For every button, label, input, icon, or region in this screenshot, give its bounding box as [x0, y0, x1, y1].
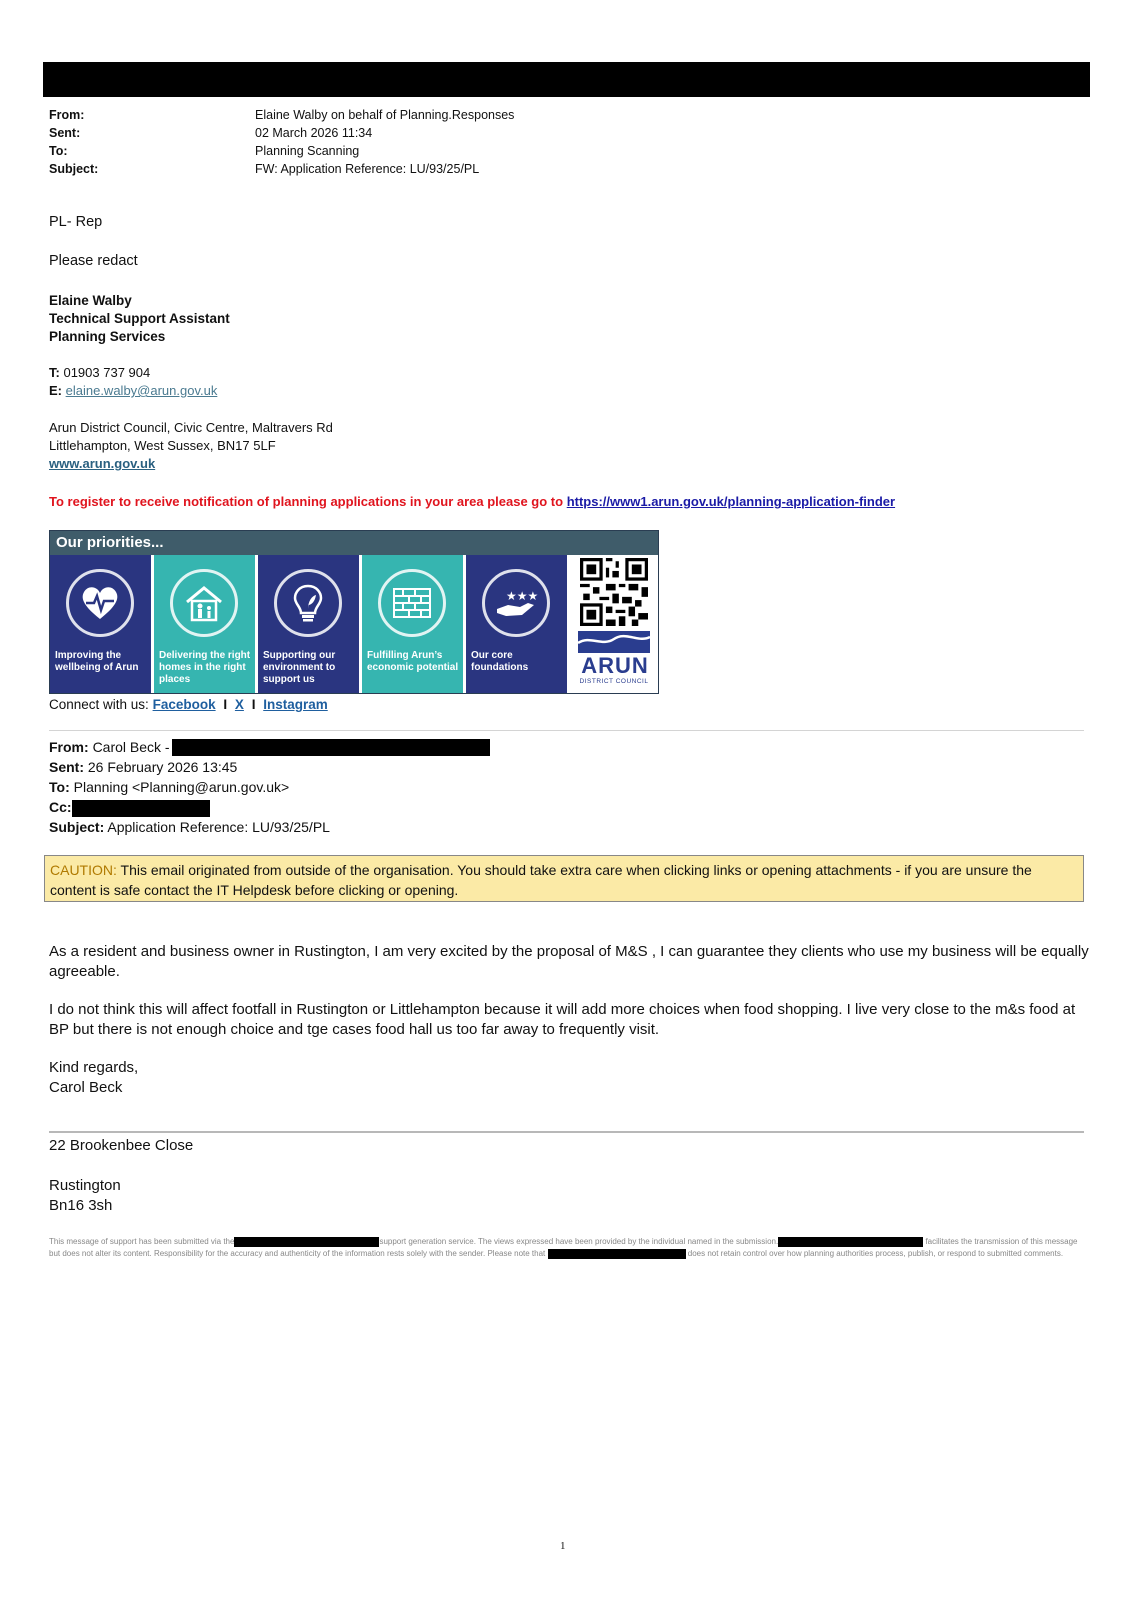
signature-email-row: [49, 383, 217, 398]
message-paragraph-2: I do not think this will affect footfall in Rustington or Littlehampton because it will add more choices when food shopping. I live very close to the m&s food at BP but there is not enough choice and tge cases food hall us too far away to frequently visit.: [49, 1001, 1076, 1038]
heart-icon: [66, 569, 134, 637]
instagram-link[interactable]: Instagram: [263, 697, 328, 712]
register-notice: [49, 494, 895, 509]
header-redaction-bar: [43, 62, 1090, 97]
subject-value: FW: Application Reference: LU/93/25/PL: [255, 162, 480, 176]
x-link[interactable]: X: [234, 697, 244, 712]
message-closing: Kind regards,: [49, 1059, 139, 1076]
sent-value: 02 March 2026 11:34: [255, 126, 373, 140]
fw-cc-row: [49, 799, 72, 815]
arun-logo-qr-panel: [570, 555, 658, 693]
priority-caption-3: Supporting our environment to support us: [263, 650, 336, 685]
intro-pl-rep: PL- Rep: [49, 214, 103, 230]
phone-label: T:: [49, 365, 60, 380]
priority-caption-1: Improving the wellbeing of Arun: [55, 650, 139, 673]
website-link[interactable]: www.arun.gov.uk: [49, 456, 156, 471]
address-line-2: Littlehampton, West Sussex, BN17 5LF: [49, 438, 276, 453]
caution-text: This email originated from outside of the organisation. You should take extra care when clicking links or opening attachments - if you are unsure the content is safe contact the IT Helpdesk before clicking or opening.: [50, 862, 1032, 898]
register-text: To register to receive notification of planning applications in your area please go to: [49, 494, 564, 509]
fw-subject-value: Application Reference: LU/93/25/PL: [107, 819, 330, 835]
priority-caption-4: Fulfilling Arun’s economic potential: [367, 650, 459, 673]
fw-cc-redaction: [72, 800, 210, 817]
phone-number: 01903 737 904: [63, 365, 151, 380]
subject-label: Subject:: [49, 162, 99, 176]
fw-subject-label: Subject:: [49, 819, 105, 835]
page-number: 1: [560, 1540, 566, 1552]
arun-logo-word: ARUN: [581, 653, 649, 678]
priority-caption-5: Our core foundations: [471, 650, 529, 673]
connect-row: [49, 697, 328, 712]
lightbulb-leaf-icon: [274, 569, 342, 637]
arun-wave-logo-icon: [578, 631, 650, 653]
disclaimer-part-1: This message of support has been submitted via the: [49, 1237, 235, 1246]
connect-separator-1: I: [223, 697, 228, 712]
fw-subject-row: [49, 819, 330, 835]
fw-from-label: From:: [49, 739, 89, 755]
forward-divider: [49, 730, 1084, 731]
disclaimer-part-2: support generation service. The views expressed have been provided by the individual named in the submission.: [379, 1237, 779, 1246]
intro-please-redact: Please redact: [49, 253, 138, 269]
signature-dept: Planning Services: [49, 329, 166, 344]
fw-from-value: Carol Beck -: [92, 739, 170, 755]
banner-title: Our priorities...: [50, 531, 658, 555]
email-link[interactable]: elaine.walby@arun.gov.uk: [65, 383, 218, 398]
fw-from-row: [49, 739, 170, 755]
address-line-1: Arun District Council, Civic Centre, Maltravers Rd: [49, 420, 333, 435]
signature-role: Technical Support Assistant: [49, 311, 230, 326]
hand-stars-icon: [482, 569, 550, 637]
brick-wall-icon: [378, 569, 446, 637]
caution-banner: [44, 855, 1084, 902]
address-postcode: Bn16 3sh: [49, 1197, 113, 1214]
support-disclaimer: [49, 1236, 1089, 1260]
priorities-banner: [49, 530, 659, 694]
signature-name: Elaine Walby: [49, 293, 132, 308]
fw-sent-label: Sent:: [49, 759, 84, 775]
svg-text:★★★: ★★★: [506, 589, 538, 603]
arun-logo-subtitle: DISTRICT COUNCIL: [579, 678, 649, 685]
fw-to-label: To:: [49, 779, 70, 795]
message-paragraph-1: As a resident and business owner in Rustington, I am very excited by the proposal of M&S , I can guarantee they clients who use my business will be equally agreeable.: [49, 943, 1089, 980]
register-link[interactable]: https://www1.arun.gov.uk/planning-application-finder: [566, 494, 896, 509]
disclaimer-redaction-2: [778, 1237, 923, 1247]
caution-label: CAUTION:: [50, 862, 117, 878]
sent-label: Sent:: [49, 126, 81, 140]
fw-to-row: [49, 779, 289, 795]
email-label: E:: [49, 383, 62, 398]
qr-code-icon: [580, 558, 648, 626]
priority-caption-2: Delivering the right homes in the right places: [159, 650, 251, 685]
fw-cc-label: Cc:: [49, 799, 72, 815]
priority-tile-environment: [258, 555, 361, 693]
disclaimer-redaction-3: [548, 1249, 686, 1259]
message-sender-name: Carol Beck: [49, 1079, 123, 1096]
priority-tile-economy: [362, 555, 465, 693]
from-value: Elaine Walby on behalf of Planning.Responses: [255, 108, 515, 122]
fw-from-redaction: [172, 739, 490, 756]
priority-tile-foundations: [466, 555, 569, 693]
disclaimer-part-4: does not retain control over how planning authorities process, publish, or respond to submitted comments.: [687, 1249, 1064, 1258]
connect-label: Connect with us:: [49, 697, 149, 712]
fw-to-value: Planning <Planning@arun.gov.uk>: [73, 779, 290, 795]
fw-sent-row: [49, 759, 237, 775]
address-street: 22 Brookenbee Close: [49, 1137, 194, 1154]
to-label: To:: [49, 144, 68, 158]
fw-sent-value: 26 February 2026 13:45: [87, 759, 238, 775]
signature-phone-row: [49, 365, 150, 380]
disclaimer-part-3: facilitates the transmission of this message but does not alter its content. Responsibility for the accuracy and authenticity of the information rests solely with the sender. Please note that: [49, 1237, 1078, 1258]
priority-tile-wellbeing: [50, 555, 153, 693]
to-value: Planning Scanning: [255, 144, 360, 158]
priority-tile-homes: [154, 555, 257, 693]
address-town: Rustington: [49, 1177, 121, 1194]
facebook-link[interactable]: Facebook: [152, 697, 216, 712]
address-divider: [49, 1131, 1084, 1133]
from-label: From:: [49, 108, 85, 122]
house-family-icon: [170, 569, 238, 637]
connect-separator-2: I: [251, 697, 256, 712]
disclaimer-redaction-1: [234, 1237, 379, 1247]
